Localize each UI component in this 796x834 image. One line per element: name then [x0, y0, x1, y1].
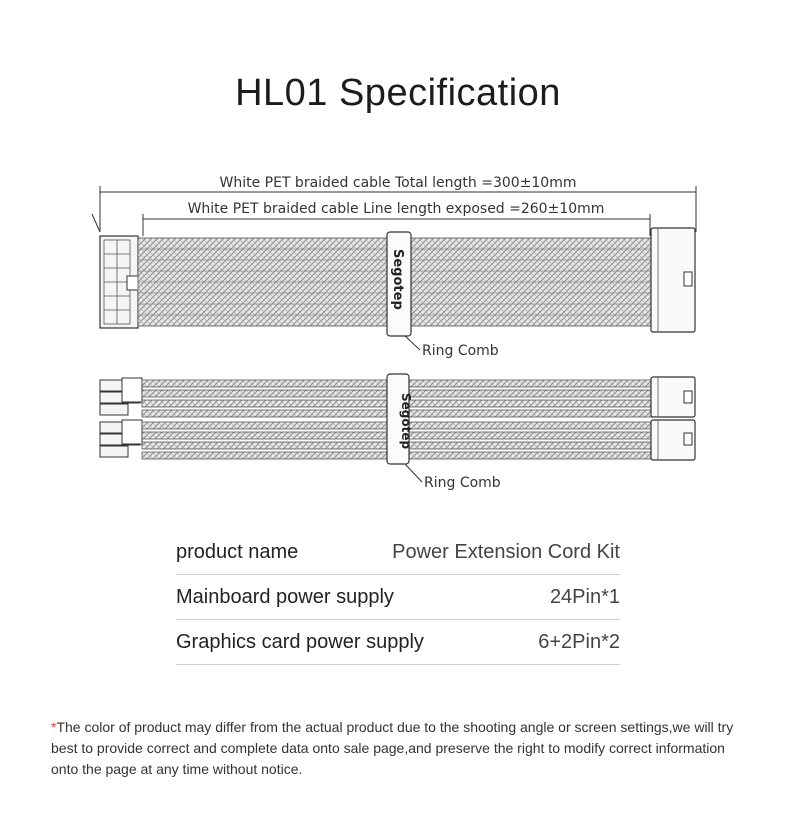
- spec-table: [176, 530, 620, 665]
- brand-label-top: Segotep: [390, 249, 405, 310]
- ring-comb-bottom-label: Ring Comb: [424, 475, 501, 491]
- page-title: HL01 Specification: [235, 72, 561, 114]
- note-asterisk: *: [51, 719, 57, 735]
- spec-key: Mainboard power supply: [176, 585, 394, 608]
- connector-24pin-left: [100, 236, 139, 328]
- connector-8pin-right-upper: [651, 377, 695, 417]
- total-length-label: White PET braided cable Total length =300±10mm: [219, 175, 577, 191]
- note-text: The color of product may differ from the actual product due to the shooting angle or screen settings,we will try best to provide correct and complete data onto sale page,and preserve the right to modify correct information onto the page at any time without notice.: [51, 719, 734, 777]
- spec-key: product name: [176, 540, 299, 563]
- exposed-length-label: White PET braided cable Line length exposed =260±10mm: [187, 201, 605, 217]
- cable-8pin-pair: [100, 374, 695, 491]
- connector-8pin-left-lower: [100, 420, 142, 457]
- spec-value: 6+2Pin*2: [538, 630, 620, 653]
- connector-8pin-left-upper: [100, 378, 142, 415]
- spec-key: Graphics card power supply: [176, 630, 424, 653]
- connector-8pin-right-lower: [651, 420, 695, 460]
- spec-value: 24Pin*1: [549, 585, 620, 608]
- spec-row-product-name: [176, 530, 620, 575]
- spec-value: Power Extension Cord Kit: [392, 540, 620, 563]
- disclaimer-note: [51, 717, 751, 780]
- connector-24pin-right: [651, 228, 695, 332]
- ring-comb-top-label: Ring Comb: [422, 343, 499, 359]
- brand-label-bottom: Segotep: [399, 393, 413, 450]
- cable-24pin: [100, 228, 695, 359]
- spec-row-mainboard: [176, 575, 620, 620]
- ring-comb-top: [387, 232, 411, 336]
- spec-row-graphics: [176, 620, 620, 665]
- ring-comb-bottom: [387, 374, 413, 464]
